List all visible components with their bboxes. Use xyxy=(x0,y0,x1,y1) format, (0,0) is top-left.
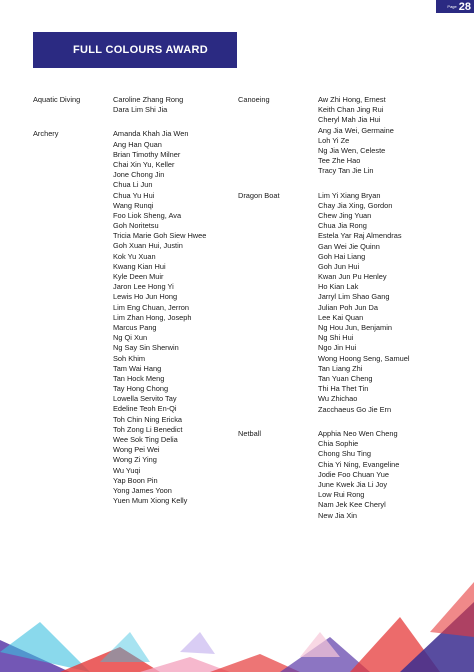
athlete-name: Kyle Deen Muir xyxy=(113,272,164,282)
athlete-name: Tan Hock Meng xyxy=(113,373,165,383)
athlete-list xyxy=(318,191,409,415)
athlete-name: Low Rui Rong xyxy=(318,490,365,500)
athlete-name: Chong Shu Ting xyxy=(318,449,372,459)
athlete-name: Lim Eng Chuan, Jerron xyxy=(113,302,189,312)
athlete-name: Wong Hoong Seng, Samuel xyxy=(318,353,410,363)
sport-name: Archery xyxy=(33,129,59,139)
sport-name: Aquatic Diving xyxy=(33,95,81,104)
athlete-name: Kwan Jun Pu Henley xyxy=(318,272,387,282)
athlete-name: Zacchaeus Go Jie Ern xyxy=(318,404,392,414)
athlete-name: Jaron Lee Hong Yi xyxy=(113,282,174,292)
athlete-name: Ng Jia Wen, Celeste xyxy=(318,145,386,155)
athlete-name: Tricia Marie Goh Siew Hwee xyxy=(113,231,207,241)
athlete-name: Chua Li Jun xyxy=(113,180,153,190)
athlete-name: Wee Sok Ting Delia xyxy=(113,435,178,445)
athlete-name: Apphia Neo Wen Cheng xyxy=(318,429,398,438)
athlete-name: Chua Jia Rong xyxy=(318,221,367,231)
sport-name: Dragon Boat xyxy=(238,190,280,200)
athlete-name: Tee Zhe Hao xyxy=(318,156,361,166)
deco-shape xyxy=(100,632,150,662)
athlete-name: Jarryl Lim Shao Gang xyxy=(318,292,390,302)
athlete-name: Chia Sophie xyxy=(318,439,359,449)
athlete-name: Foo Liok Sheng, Ava xyxy=(113,210,182,220)
athlete-name: Soh Khim xyxy=(113,353,146,363)
athlete-name: Tam Wai Hang xyxy=(113,363,162,373)
athlete-name: Goh Xuan Hui, Justin xyxy=(113,241,183,251)
athlete-name: Chia Yi Ning, Evangeline xyxy=(318,459,400,469)
athlete-name: Caroline Zhang Rong xyxy=(113,95,184,104)
athlete-name: Wu Zhichao xyxy=(318,394,358,404)
athlete-name: Lim Yi Xiang Bryan xyxy=(318,190,381,200)
section-banner xyxy=(33,32,237,68)
athlete-name: Ng Qi Xun xyxy=(113,333,148,343)
athlete-name: Amanda Khah Jia Wen xyxy=(113,129,189,139)
athlete-name: Yap Boon Pin xyxy=(113,475,158,485)
athlete-name: Ng Shi Hui xyxy=(318,333,354,343)
athlete-name: Brian Timothy Milner xyxy=(113,149,181,159)
athlete-name: Aw Zhi Hong, Ernest xyxy=(318,95,386,104)
athlete-name: Chua Yu Hui xyxy=(113,190,155,200)
athlete-name: Ang Han Quan xyxy=(113,139,162,149)
athlete-name: Tay Hong Chong xyxy=(113,384,169,394)
page-number: 28 xyxy=(458,0,471,13)
athlete-name: Jone Chong Jin xyxy=(113,170,165,180)
athlete-name: Ho Kian Lak xyxy=(318,282,359,292)
athlete-name: Tracy Tan Jie Lin xyxy=(318,166,374,176)
athlete-name: Goh Hai Liang xyxy=(318,251,366,261)
athlete-name: Goh Jun Hui xyxy=(318,261,360,271)
athlete-name: Wong Zi Ying xyxy=(113,455,157,465)
athlete-name: Julian Poh Jun Da xyxy=(318,302,378,312)
athlete-name: Jodie Foo Chuan Yue xyxy=(318,469,389,479)
athlete-name: Lim Zhan Hong, Joseph xyxy=(113,312,192,322)
page-label: Page xyxy=(447,4,457,9)
athlete-list xyxy=(113,129,206,506)
athlete-name: Edeline Teoh En-Qi xyxy=(113,404,177,414)
athlete-name: Dara Lim Shi Jia xyxy=(113,105,168,115)
athlete-name: Cheryl Mah Jia Hui xyxy=(318,115,381,125)
athlete-name: Estela Yar Raj Almendras xyxy=(318,231,402,241)
athlete-name: Marcus Pang xyxy=(113,322,157,332)
athlete-name: Wu Yuqi xyxy=(113,465,141,475)
athlete-name: Kwang Kian Hui xyxy=(113,261,166,271)
athlete-name: Lee Kai Quan xyxy=(318,312,364,322)
athlete-name: Lowella Servito Tay xyxy=(113,394,177,404)
athlete-name: Tan Yuan Cheng xyxy=(318,373,373,383)
athlete-name: Wong Pei Wei xyxy=(113,445,160,455)
sport-name: Canoeing xyxy=(238,95,270,104)
athlete-name: Gan Wei Jie Quinn xyxy=(318,241,380,251)
athlete-name: June Kwek Jia Li Joy xyxy=(318,479,388,489)
deco-shape xyxy=(180,632,215,654)
athlete-name: Goh Noritetsu xyxy=(113,221,159,231)
page-number-tag xyxy=(436,0,474,13)
athlete-name: Loh Yi Ze xyxy=(318,135,350,145)
athlete-name: Ng Say Sin Sherwin xyxy=(113,343,179,353)
athlete-name: Kok Yu Xuan xyxy=(113,251,156,261)
athlete-name: Chai Xin Yu, Keller xyxy=(113,159,175,169)
athlete-name: New Jia Xin xyxy=(318,510,358,520)
athlete-name: Yuen Mum Xiong Kelly xyxy=(113,496,188,506)
athlete-list xyxy=(318,429,399,521)
athlete-list xyxy=(318,95,394,177)
athlete-name: Thi Ha Thet Tin xyxy=(318,384,369,394)
banner-title: FULL COLOURS AWARD xyxy=(73,44,208,56)
decorative-triangles xyxy=(0,562,474,672)
athlete-name: Chay Jia Xing, Gordon xyxy=(318,200,393,210)
athlete-name: Lewis Ho Jun Hong xyxy=(113,292,178,302)
athlete-name: Toh Zong Li Benedict xyxy=(113,424,183,434)
athlete-name: Toh Chin Ning Ericka xyxy=(113,414,183,424)
deco-shape xyxy=(430,582,474,637)
athlete-name: Tan Liang Zhi xyxy=(318,363,363,373)
athlete-name: Wang Runqi xyxy=(113,200,154,210)
sport-name: Netball xyxy=(238,429,262,438)
athlete-name: Ng Hou Jun, Benjamin xyxy=(318,323,392,333)
athlete-name: Chew Jing Yuan xyxy=(318,210,372,220)
athlete-name: Keith Chan Jing Rui xyxy=(318,105,384,115)
athlete-name: Ngo Jin Hui xyxy=(318,343,357,353)
athlete-name: Yong James Yoon xyxy=(113,485,172,495)
athlete-name: Nam Jek Kee Cheryl xyxy=(318,500,386,510)
athlete-name: Ang Jia Wei, Germaine xyxy=(318,125,394,135)
athlete-list xyxy=(113,95,183,115)
